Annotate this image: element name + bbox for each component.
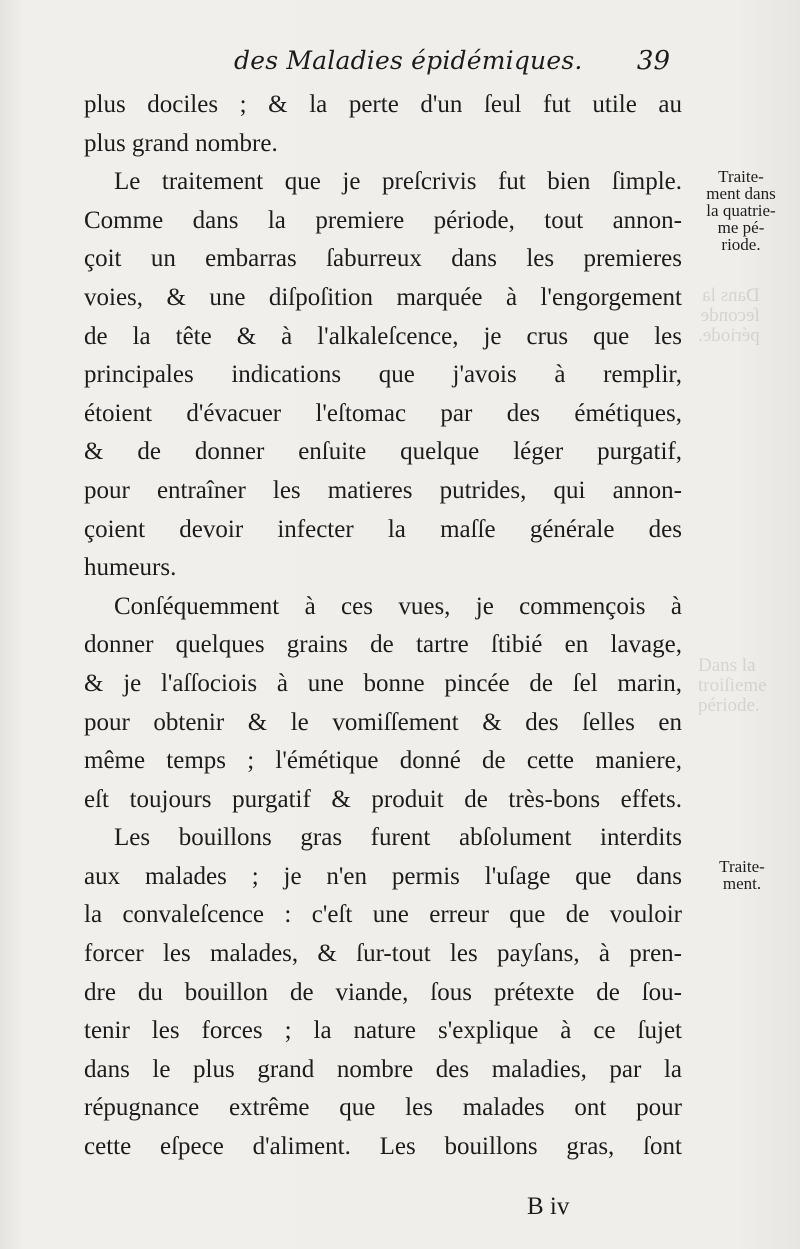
text-line: & de donner enſuite quelque léger purgatif, xyxy=(84,438,682,466)
text-line: pour obtenir & le vomiſſement & des ſelles en xyxy=(84,708,682,736)
text-line: dans le plus grand nombre des maladies, par la xyxy=(84,1055,682,1083)
margin-note-line: me pé- xyxy=(717,218,765,237)
margin-note-line: Traite- xyxy=(719,857,765,876)
running-title: des Maladies épidémiques. xyxy=(234,46,583,75)
text-line: la convaleſcence : c'eſt une erreur que de vouloir xyxy=(84,901,682,929)
margin-note-line: la quatrie- xyxy=(706,201,776,220)
text-line: & je l'aſſociois à une bonne pincée de ſel marin, xyxy=(84,669,682,697)
margin-note-line: ment. xyxy=(722,874,762,893)
text-line: donner quelques grains de tartre ſtibié en lavage, xyxy=(84,631,682,659)
text-line: Les bouillons gras furent abſolument interdits xyxy=(114,824,682,852)
body-text xyxy=(84,86,682,1167)
show-through-text: Dans la troiſieme période. xyxy=(698,655,767,716)
margin-note-line: riode. xyxy=(721,235,761,254)
text-line: çoit un embarras ſaburreux dans les premieres xyxy=(84,245,682,273)
text-line: de la tête & à l'alkaleſcence, je crus que les xyxy=(84,322,682,350)
text-line: répugnance extrême que les malades ont pour xyxy=(84,1094,682,1122)
text-line: aux malades ; je n'en permis l'uſage que dans xyxy=(84,862,682,890)
text-line: même temps ; l'émétique donné de cette maniere, xyxy=(84,747,682,775)
margin-note-line: Traite- xyxy=(718,167,764,186)
text-line: cette eſpece d'aliment. Les bouillons gras, ſont xyxy=(84,1133,682,1161)
text-line: plus grand nombre. xyxy=(84,129,278,157)
page-header xyxy=(84,46,684,86)
text-line: Comme dans la premiere période, tout annon- xyxy=(84,206,682,234)
margin-note-line: ment dans xyxy=(706,184,776,203)
signature-mark: B iv xyxy=(527,1193,570,1220)
text-line: voies, & une diſpoſition marquée à l'engorgement xyxy=(84,283,682,311)
text-line: humeurs. xyxy=(84,554,177,582)
text-line: étoient d'évacuer l'eſtomac par des émétiques, xyxy=(84,399,682,427)
margin-note xyxy=(686,168,796,253)
text-line: plus dociles ; & la perte d'un ſeul fut utile au xyxy=(84,91,682,118)
page-number: 39 xyxy=(636,46,670,76)
show-through-text: Dans la ſeconde période. xyxy=(698,285,760,346)
text-line: dre du bouillon de viande, ſous prétexte de ſou- xyxy=(84,978,682,1006)
text-line: Le traitement que je preſcrivis fut bien ſimple. xyxy=(114,168,682,196)
text-line: Conſéquemment à ces vues, je commençois à xyxy=(114,592,682,620)
text-line: forcer les malades, & ſur-tout les payſans, à pren- xyxy=(84,940,682,968)
text-line: pour entraîner les matieres putrides, qui annon- xyxy=(84,476,682,504)
text-line: eſt toujours purgatif & produit de très-bons effets. xyxy=(84,785,682,813)
text-line: çoient devoir infecter la maſſe générale des xyxy=(84,515,682,543)
text-line: principales indications que j'avois à remplir, xyxy=(84,361,682,389)
margin-note xyxy=(690,858,794,892)
text-line: tenir les forces ; la nature s'explique à ce ſujet xyxy=(84,1017,682,1045)
